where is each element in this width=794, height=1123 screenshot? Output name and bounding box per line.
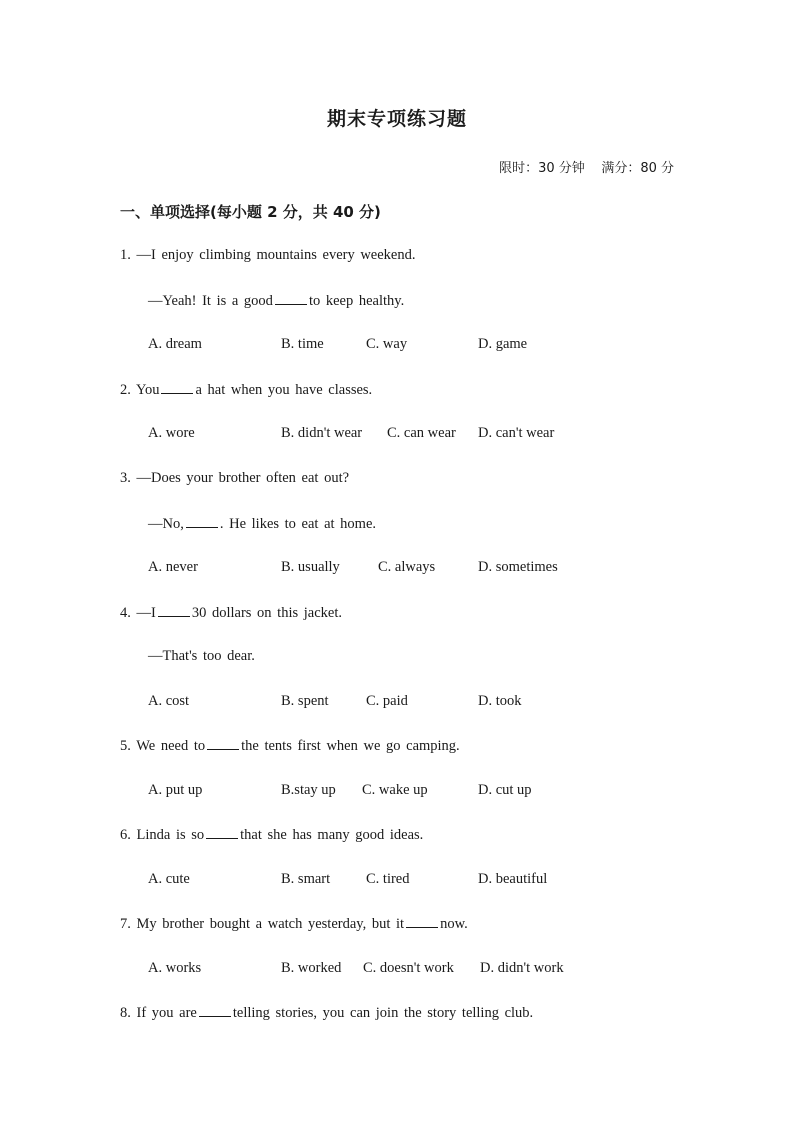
question-6-option-b: B. smart bbox=[281, 871, 331, 887]
question-2-option-b: B. didn't wear bbox=[281, 425, 363, 441]
question-2-option-c: C. can wear bbox=[387, 425, 456, 441]
question-5-stem: 5. We need to the tents first when we go camping. bbox=[120, 738, 460, 754]
question-1-option-c: C. way bbox=[366, 336, 408, 352]
question-3-option-a: A. never bbox=[148, 559, 198, 575]
question-1-option-a: A. dream bbox=[148, 336, 202, 352]
question-7-option-a: A. works bbox=[148, 960, 202, 976]
question-3-option-b: B. usually bbox=[281, 559, 340, 575]
question-5-option-c: C. wake up bbox=[362, 782, 428, 798]
question-3-option-c: C. always bbox=[378, 559, 436, 575]
question-6-stem: 6. Linda is so that she has many good ideas. bbox=[120, 827, 424, 843]
question-7-stem: 7. My brother bought a watch yesterday, but it now. bbox=[120, 916, 468, 932]
question-5-option-a: A. put up bbox=[148, 782, 203, 798]
answer-blank bbox=[206, 826, 238, 839]
question-2-option-d: D. can't wear bbox=[478, 425, 555, 441]
time-and-score-info: 限时：30 分钟 满分：80 分 bbox=[499, 161, 674, 176]
question-1-reply: —Yeah! It is a good to keep healthy. bbox=[148, 293, 405, 309]
question-3-stem: 3. —Does your brother often eat out? bbox=[120, 470, 350, 486]
question-3-reply: —No, . He likes to eat at home. bbox=[148, 516, 377, 532]
question-8-stem: 8. If you are telling stories, you can join the story telling club. bbox=[120, 1005, 534, 1021]
question-1-option-d: D. game bbox=[478, 336, 528, 352]
question-4-option-a: A. cost bbox=[148, 693, 190, 709]
page-title: 期末专项练习题 bbox=[326, 108, 467, 130]
answer-blank bbox=[161, 381, 193, 394]
answer-blank bbox=[275, 292, 307, 305]
answer-blank bbox=[199, 1004, 231, 1017]
answer-blank bbox=[406, 915, 438, 928]
question-4-stem: 4. —I 30 dollars on this jacket. bbox=[120, 605, 342, 621]
question-7-option-c: C. doesn't work bbox=[363, 960, 454, 976]
question-5-option-b: B.stay up bbox=[281, 782, 336, 798]
answer-blank bbox=[158, 604, 190, 617]
question-6-option-c: C. tired bbox=[366, 871, 410, 887]
question-7-option-b: B. worked bbox=[281, 960, 342, 976]
question-4-option-b: B. spent bbox=[281, 693, 329, 709]
question-4-option-d: D. took bbox=[478, 693, 522, 709]
question-1-option-b: B. time bbox=[281, 336, 324, 352]
question-2-stem: 2. You a hat when you have classes. bbox=[120, 382, 373, 398]
question-3-option-d: D. sometimes bbox=[478, 559, 558, 575]
question-6-option-a: A. cute bbox=[148, 871, 190, 887]
question-6-option-d: D. beautiful bbox=[478, 871, 548, 887]
question-4-reply: —That's too dear. bbox=[148, 648, 255, 664]
question-4-option-c: C. paid bbox=[366, 693, 408, 709]
answer-blank bbox=[186, 515, 218, 528]
question-7-option-d: D. didn't work bbox=[480, 960, 564, 976]
question-1-stem: 1. —I enjoy climbing mountains every weekend. bbox=[120, 247, 416, 263]
question-5-option-d: D. cut up bbox=[478, 782, 532, 798]
question-2-option-a: A. wore bbox=[148, 425, 195, 441]
section-title: 一、单项选择(每小题 2 分，共 40 分) bbox=[120, 203, 381, 221]
answer-blank bbox=[207, 737, 239, 750]
